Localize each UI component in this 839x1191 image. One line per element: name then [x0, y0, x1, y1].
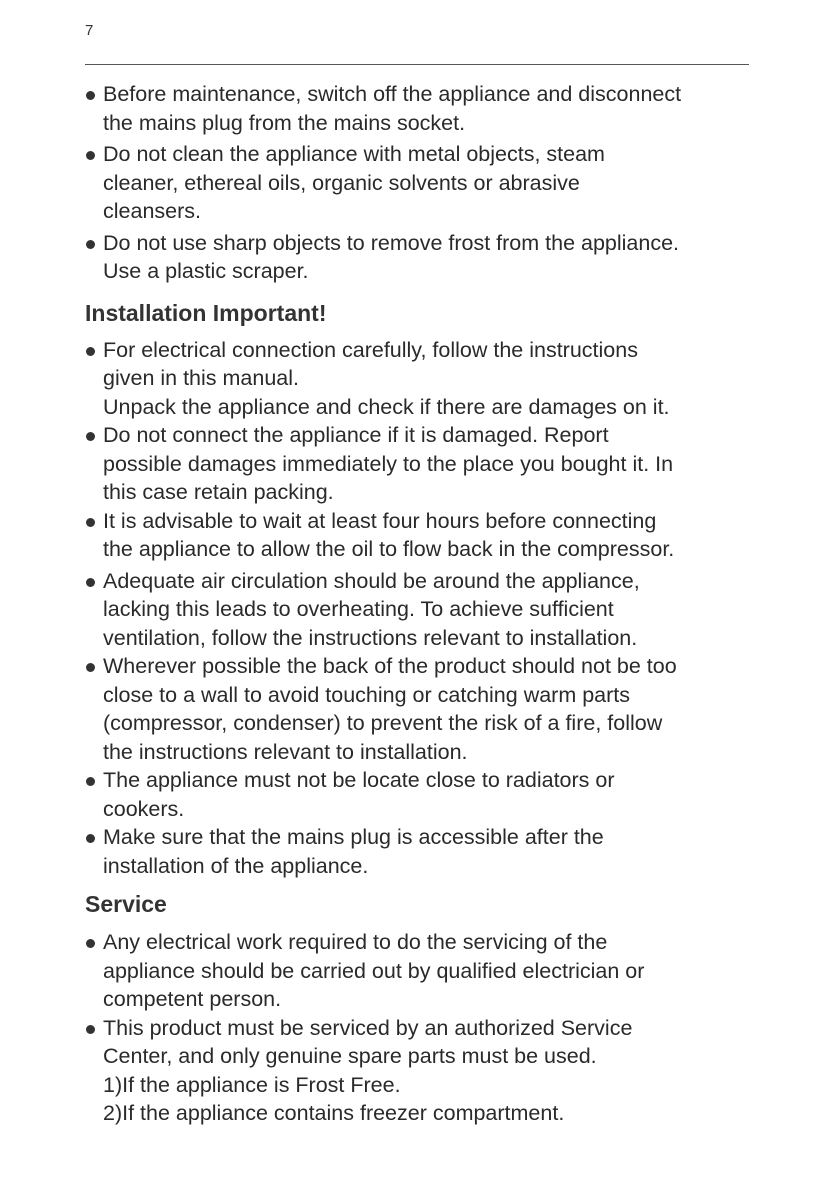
list-item	[85, 652, 757, 766]
item-line: Center, and only genuine spare parts must be used.	[103, 1044, 597, 1068]
list-item	[85, 140, 757, 226]
list-item	[85, 823, 757, 880]
list-item	[85, 336, 757, 422]
item-line: the mains plug from the mains socket.	[103, 110, 466, 135]
item-line: this case retain packing.	[103, 480, 334, 504]
item-line: close to a wall to avoid touching or catching warm parts	[103, 682, 631, 707]
item-line: the instructions relevant to installation.	[103, 739, 468, 764]
item-line: lacking this leads to overheating. To achieve sufficient	[103, 597, 614, 621]
item-line: Do not connect the appliance if it is damaged. Report	[103, 423, 609, 447]
item-line: cleansers.	[103, 199, 201, 223]
list-item	[85, 507, 757, 564]
bullet-icon	[86, 518, 95, 527]
item-line: Before maintenance, switch off the appliance and disconnect	[103, 82, 682, 106]
header-rule	[85, 64, 749, 65]
manual-content	[85, 80, 757, 1128]
bullet-icon	[86, 240, 95, 249]
item-line: given in this manual.	[103, 366, 299, 390]
bullet-icon	[86, 939, 95, 948]
item-line: Do not clean the appliance with metal objects, steam	[103, 142, 605, 166]
item-line: installation of the appliance.	[103, 853, 369, 878]
section-heading-service: Service	[85, 891, 167, 917]
item-line: It is advisable to wait at least four hours before connecting	[103, 508, 657, 533]
item-line: Use a plastic scraper.	[103, 259, 309, 283]
item-line: For electrical connection carefully, follow the instructions	[103, 337, 638, 362]
bullet-icon	[86, 834, 95, 843]
list-item	[85, 928, 757, 1014]
section-heading-installation: Installation Important!	[85, 299, 327, 326]
bullet-icon	[86, 91, 95, 100]
item-line: cleaner, ethereal oils, organic solvents or abrasive	[103, 170, 580, 195]
item-line: possible damages immediately to the place you bought it. In	[103, 451, 674, 476]
item-line: Wherever possible the back of the product should not be too	[103, 654, 677, 678]
item-line: This product must be serviced by an authorized Service	[103, 1015, 633, 1040]
item-line: the appliance to allow the oil to flow back in the compressor.	[103, 537, 675, 561]
item-line: 1)If the appliance is Frost Free.	[103, 1072, 401, 1097]
item-line: Any electrical work required to do the servicing of the	[103, 930, 608, 954]
item-line: Make sure that the mains plug is accessible after the	[103, 825, 604, 849]
maintenance-list	[85, 80, 757, 286]
bullet-icon	[86, 151, 95, 160]
bullet-icon	[86, 432, 95, 441]
page-number: 7	[85, 22, 94, 39]
bullet-icon	[86, 1025, 95, 1034]
list-item	[85, 229, 757, 286]
item-line: appliance should be carried out by qualified electrician or	[103, 958, 645, 983]
item-line: (compressor, condenser) to prevent the risk of a fire, follow	[103, 711, 663, 735]
service-list	[85, 928, 757, 1128]
bullet-icon	[86, 663, 95, 672]
bullet-icon	[86, 347, 95, 356]
item-line: 2)If the appliance contains freezer compartment.	[103, 1101, 565, 1125]
item-line: ventilation, follow the instructions relevant to installation.	[103, 625, 638, 650]
item-line: competent person.	[103, 987, 282, 1011]
list-item	[85, 1014, 757, 1128]
item-line: Unpack the appliance and check if there are damages on it.	[103, 394, 670, 419]
bullet-icon	[86, 777, 95, 786]
list-item	[85, 80, 757, 137]
list-item	[85, 766, 757, 823]
item-line: Adequate air circulation should be around the appliance,	[103, 568, 640, 593]
item-line: cookers.	[103, 796, 185, 821]
item-line: The appliance must not be locate close to radiators or	[103, 768, 615, 792]
bullet-icon	[86, 578, 95, 587]
item-line: Do not use sharp objects to remove frost from the appliance.	[103, 230, 680, 255]
list-item	[85, 421, 757, 507]
list-item	[85, 567, 757, 653]
installation-list	[85, 336, 757, 881]
